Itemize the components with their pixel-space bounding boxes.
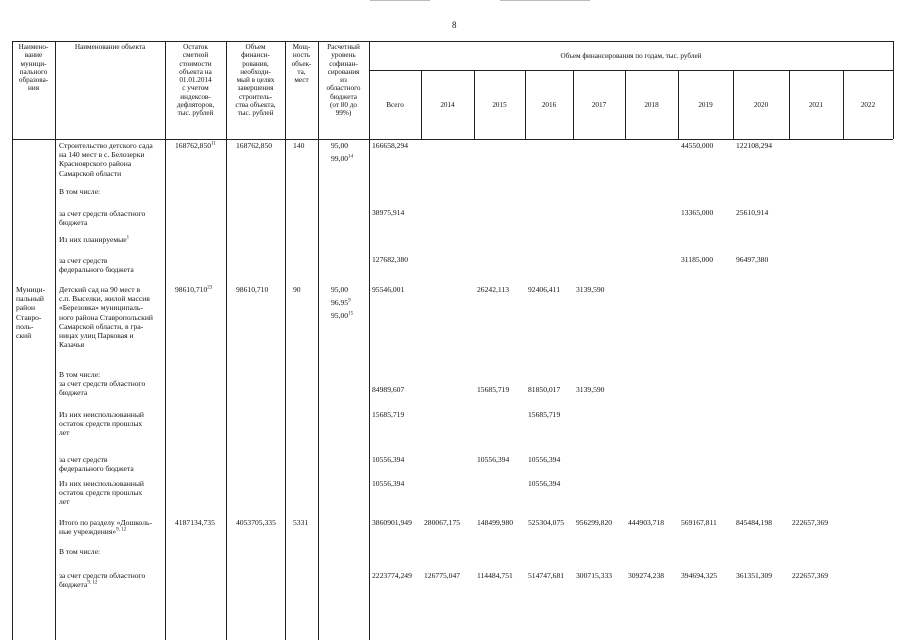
row-object-name: Строительство детского сада на 140 мест в с. Белозерки Красноярского района Самарской области [59,141,153,178]
header-municipality: Наимено- вание муници- пального образова- ния [18,43,49,93]
row-value-2020: 122108,294 [736,141,773,150]
header-year-2017: 2017 [591,101,607,109]
header-year-2015: 2015 [492,101,507,109]
table-border-right [893,41,894,139]
header-year-2020: 2020 [753,101,769,109]
row-object-name: Итого по разделу «Дошколь- ные учреждения»$^{9, 12}$ [59,518,153,537]
row-value-2019: 394694,325 [681,571,718,580]
row-object-name: В том числе: за счет средств областного бюджета [59,370,146,398]
header-year-2018: 2018 [644,101,659,109]
header-cofinancing-level: Расчетный уровень софинан- сирования из областного бюджета (от 80 до 99%) [326,43,361,118]
row-value-total: 15685,719 [372,410,405,419]
scan-scratch [500,0,590,1]
row-value-total: 84989,607 [372,385,405,394]
row-value-2018: 444903,718 [628,518,665,527]
scan-scratch [370,0,430,1]
row-value-2016: 81850,017 [528,385,561,394]
row-municipality: Муници- пальный район Ставро- поль- ский [16,285,46,341]
column-divider [285,41,286,640]
row-value-total: 95546,001 [372,285,405,294]
row-value-2020: 361351,309 [736,571,773,580]
row-value-total: 38975,914 [372,208,405,217]
column-divider [165,41,166,640]
row-value-total: 127682,380 [372,255,409,264]
row-value-2015: 15685,719 [477,385,510,394]
column-divider [12,41,13,640]
row-value-2014: 126775,047 [424,571,461,580]
row-cofinancing-level: 95,00$^{15}$ [331,311,354,320]
row-cofinancing-level: 95,00 [331,141,349,150]
row-value-2019: 31185,000 [681,255,713,264]
row-funding-volume: 98610,710 [236,285,269,294]
row-value-2021: 222657,369 [792,571,829,580]
row-value-2017: 956299,820 [576,518,613,527]
row-value-2016: 15685,719 [528,410,561,419]
header-funding-volume: Объем финанси- рования, необходи- мый в целях завершения строитель- ства объекта, тыс. рублей [235,43,276,118]
row-value-2016: 10556,394 [528,455,561,464]
row-value-2015: 26242,113 [477,285,509,294]
row-cofinancing-level: 99,00$^{14}$ [331,154,354,163]
header-year-2022: 2022 [860,101,876,109]
row-object-name: за счет средств федерального бюджета [59,256,134,275]
row-capacity: 140 [293,141,305,150]
row-value-2014: 280067,175 [424,518,461,527]
row-value-2019: 44550,000 [681,141,714,150]
row-capacity: 5331 [293,518,309,527]
row-value-2015: 114484,751 [477,571,513,580]
column-divider [226,41,227,640]
row-funding-volume: 4053705,335 [236,518,276,527]
header-object-name: Наименование объекта [74,43,146,51]
row-value-2017: 300715,333 [576,571,613,580]
row-value-total: 10556,394 [372,479,405,488]
row-value-2017: 3139,590 [576,385,605,394]
row-value-total: 166658,294 [372,141,409,150]
header-capacity: Мощ- ность объек- та, мест [291,43,312,85]
header-year-2021: 2021 [808,101,824,109]
row-capacity: 90 [293,285,301,294]
row-value-2017: 3139,590 [576,285,605,294]
header-remaining-cost: Остаток сметной стоимости объекта на 01.01.2014 с учетом индексов- дефляторов, тыс. рублей [176,43,215,118]
row-object-name: Детский сад на 90 мест в с.п. Выселки, жилой массив «Березовка» муниципаль- ного района Ставропольский Самарской области, в гра- ницах улиц Парковая и Казачья [59,285,153,350]
row-value-2015: 10556,394 [477,455,510,464]
row-value-2020: 25610,914 [736,208,769,217]
row-object-name: Из них неиспользованный остаток средств прошлых лет [59,479,144,507]
row-remaining-cost: 4187134,735 [175,518,215,527]
row-object-name: В том числе: [59,547,101,556]
row-cofinancing-level: 95,00 [331,285,349,294]
row-value-total: 2223774,249 [372,571,412,580]
header-bottom-border [12,139,893,140]
row-value-2019: 13365,000 [681,208,714,217]
row-value-2016: 525304,075 [528,518,565,527]
row-value-2016: 10556,394 [528,479,561,488]
page-number: 8 [452,20,457,30]
row-object-name: Из них неиспользованный остаток средств прошлых лет [59,410,144,438]
table-border-top [12,41,893,42]
row-value-2016: 92406,411 [528,285,560,294]
column-divider [55,41,56,640]
column-divider [369,41,370,640]
row-value-2019: 569167,811 [681,518,717,527]
row-value-total: 3860901,949 [372,518,412,527]
row-value-2020: 96497,380 [736,255,769,264]
row-value-2016: 514747,681 [528,571,565,580]
row-funding-volume: 168762,850 [236,141,273,150]
column-divider [318,41,319,640]
row-remaining-cost: 168762,850$^{11}$ [175,141,216,150]
row-value-total: 10556,394 [372,455,405,464]
row-object-name: Из них планируемые$^1$ [59,235,130,244]
header-year-2019: 2019 [698,101,713,109]
row-value-2018: 309274,238 [628,571,665,580]
header-funding-by-years: Объем финансирования по годам, тыс. рублей [560,52,702,60]
row-value-2021: 222657,369 [792,518,829,527]
row-value-2015: 148499,980 [477,518,514,527]
year-group-divider [369,70,893,71]
row-remaining-cost: 98610,710$^{23}$ [175,285,213,294]
header-year-2014: 2014 [440,101,455,109]
row-cofinancing-level: 96,95$^9$ [331,298,351,307]
row-object-name: за счет средств областного бюджета [59,209,146,228]
row-value-2020: 845484,198 [736,518,773,527]
header-year-total: Всего [386,101,404,109]
row-object-name: за счет средств областного бюджета$^{9, 12}$ [59,571,146,590]
header-year-2016: 2016 [541,101,557,109]
row-object-name: за счет средств федерального бюджета [59,455,134,474]
row-object-name: В том числе: [59,187,101,196]
